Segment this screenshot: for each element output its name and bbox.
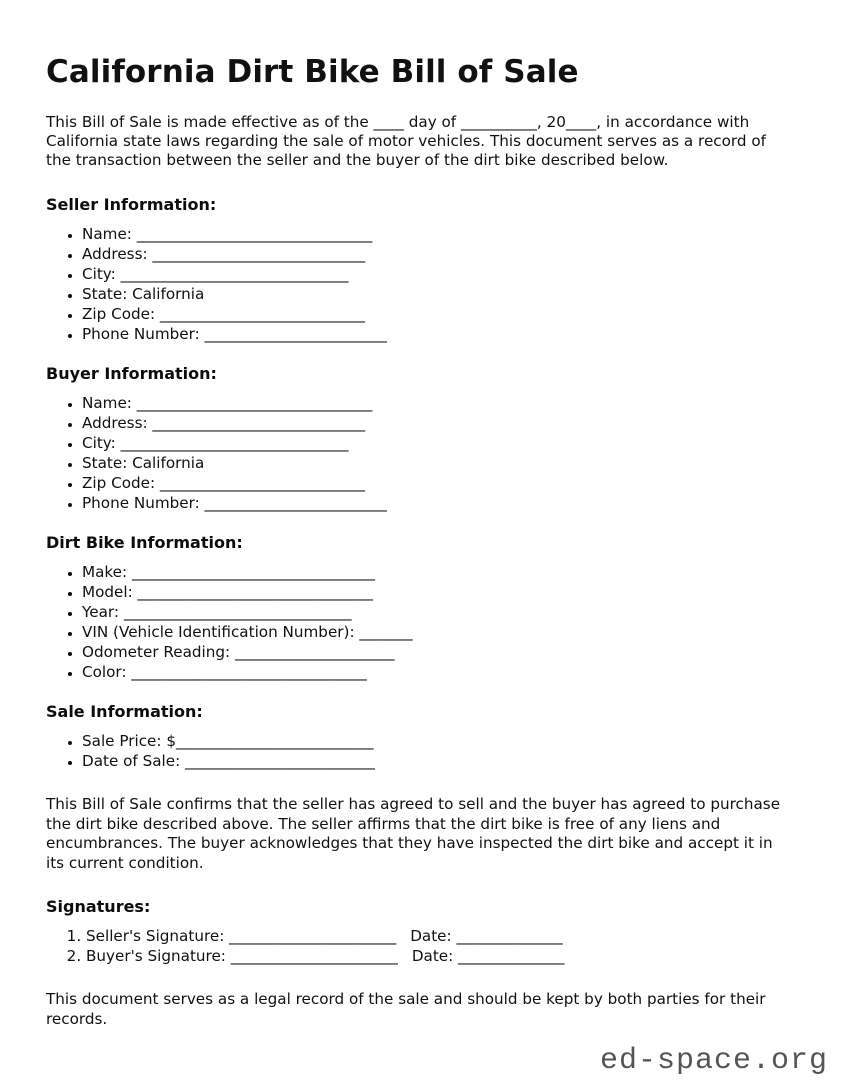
list-item: • Color: _______________________________ bbox=[82, 662, 800, 682]
spacer bbox=[44, 513, 800, 533]
seller-date-label: Date: ______________ bbox=[410, 926, 563, 945]
list-item: • Zip Code: ___________________________ bbox=[82, 304, 800, 324]
list-item: • Zip Code: ___________________________ bbox=[82, 473, 800, 493]
list-item: • Odometer Reading: _____________________ bbox=[82, 642, 800, 662]
sale-information-heading: Sale Information: bbox=[46, 702, 203, 722]
seller-signature-label: Seller's Signature: ______________________ bbox=[86, 926, 397, 945]
list-item: • Model: _______________________________ bbox=[82, 582, 800, 602]
spacer bbox=[44, 771, 800, 795]
footer-paragraph: This document serves as a legal record of the sale and should be kept by both parties for their records. bbox=[46, 990, 766, 1028]
table-row bbox=[86, 946, 800, 966]
spacer bbox=[44, 344, 800, 364]
buyer-information-section bbox=[44, 364, 800, 513]
sale-information-section bbox=[44, 702, 800, 771]
list-item: • VIN (Vehicle Identification Number): _______ bbox=[82, 622, 800, 642]
spacer bbox=[44, 171, 800, 195]
list-item: • Phone Number: ________________________ bbox=[82, 493, 800, 513]
spacer bbox=[44, 966, 800, 990]
buyer-signature-label: Buyer's Signature: ______________________ bbox=[86, 947, 398, 966]
sale-fields-list bbox=[44, 731, 800, 771]
buyer-information-heading: Buyer Information: bbox=[46, 364, 217, 384]
list-item: • Date of Sale: _________________________ bbox=[82, 751, 800, 771]
table-row bbox=[86, 926, 800, 946]
intro-paragraph: This Bill of Sale is made effective as of the ____ day of __________, 20____, in accordance with California state laws regarding the sale of motor vehicles. This document serves as a record of the transaction between the seller and the buyer of the dirt bike described below. bbox=[46, 112, 767, 170]
signatures-heading: Signatures: bbox=[46, 897, 151, 917]
list-item: • Phone Number: ________________________ bbox=[82, 324, 800, 344]
list-item: • Address: ____________________________ bbox=[82, 413, 800, 433]
list-item: • Name: _______________________________ bbox=[82, 224, 800, 244]
seller-information-section bbox=[44, 195, 800, 344]
spacer bbox=[44, 682, 800, 702]
list-item: • Address: ____________________________ bbox=[82, 244, 800, 264]
dirt-bike-information-heading: Dirt Bike Information: bbox=[46, 533, 243, 553]
list-item: • Sale Price: $__________________________ bbox=[82, 731, 800, 751]
seller-information-heading: Seller Information: bbox=[46, 194, 217, 214]
list-item: • City: ______________________________ bbox=[82, 433, 800, 453]
spacer bbox=[44, 873, 800, 897]
signatures-section bbox=[44, 897, 800, 966]
page-title: California Dirt Bike Bill of Sale bbox=[46, 54, 579, 90]
list-item: • State: California bbox=[82, 453, 800, 473]
signature-rows-list bbox=[44, 926, 800, 966]
list-item: • City: ______________________________ bbox=[82, 264, 800, 284]
site-watermark: ed-space.org bbox=[599, 1044, 828, 1078]
seller-fields-list bbox=[44, 224, 800, 344]
buyer-date-label: Date: ______________ bbox=[411, 947, 565, 966]
dirt-bike-fields-list bbox=[44, 562, 800, 682]
dirt-bike-information-section bbox=[44, 533, 800, 682]
list-item: • State: California bbox=[82, 284, 800, 304]
list-item: • Make: ________________________________ bbox=[82, 562, 800, 582]
list-item: • Year: ______________________________ bbox=[82, 602, 800, 622]
list-item: • Name: _______________________________ bbox=[82, 393, 800, 413]
closing-paragraph: This Bill of Sale confirms that the seller has agreed to sell and the buyer has agreed to purchase the dirt bike described above. The seller affirms that the dirt bike is free of any liens and encumbrances. The buyer acknowledges that they have inspected the dirt bike and accept it in its current condition. bbox=[46, 795, 781, 872]
buyer-fields-list bbox=[44, 393, 800, 513]
